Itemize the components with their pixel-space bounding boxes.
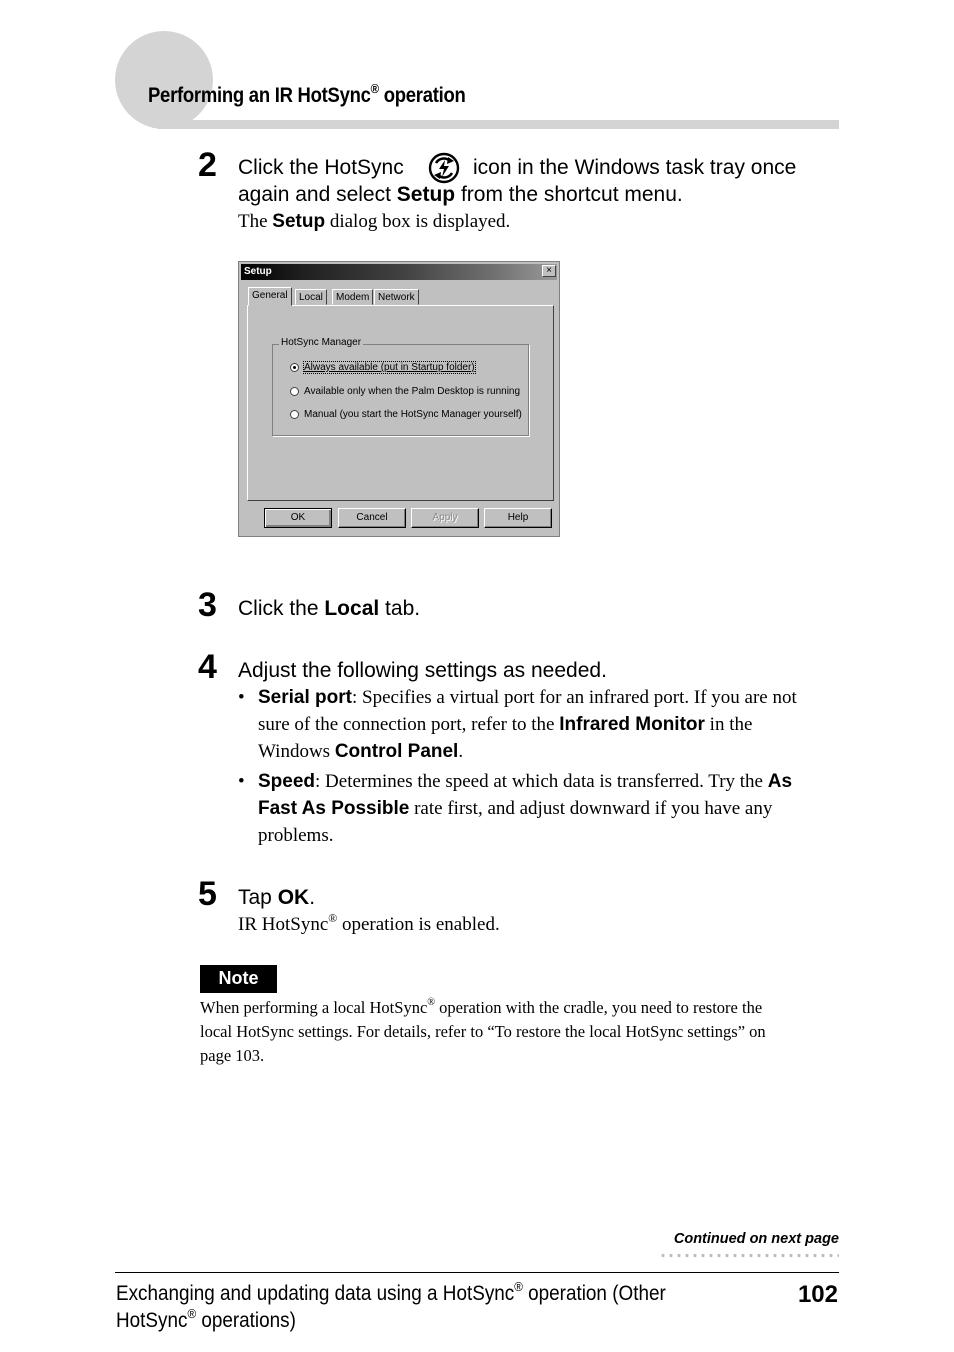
dialog-title: Setup [244,266,272,277]
apply-button[interactable]: Apply [411,508,479,528]
step5-text: Tap OK. [238,886,316,909]
footer-line1: Exchanging and updating data using a HotSync® operation (Other [116,1278,666,1305]
step3-text: Click the Local tab. [238,597,421,620]
step2-subtext: The Setup dialog box is displayed. [238,211,511,232]
hotsync-icon [426,152,462,184]
serial-port-line3: Windows Control Panel. [258,741,464,762]
radio-always-available[interactable] [290,363,299,372]
footer-rule [115,1272,839,1273]
note-line1: When performing a local HotSync® operation with the cradle, you need to restore the [200,997,763,1017]
step2-line1-pre: Click the HotSync [238,156,404,179]
speed-line3: problems. [258,825,334,846]
step-number-3: 3 [198,586,217,624]
dialog-titlebar [241,264,557,280]
bullet-speed: • [238,771,245,792]
step2-line1-post: icon in the Windows task tray once [473,156,797,179]
footer-chapter-title [116,1280,692,1334]
radio-available-when-desktop-running[interactable] [290,387,299,396]
bullet-serial-port: • [238,687,245,708]
radio-manual[interactable] [290,410,299,419]
step5-subtext: IR HotSync® operation is enabled. [238,911,500,935]
tab-modem[interactable]: Modem [332,289,373,305]
close-button[interactable]: × [542,265,556,277]
cancel-button[interactable]: Cancel [338,508,406,528]
group-label: HotSync Manager [281,337,362,348]
page-section-title: Performing an IR HotSync® operation [148,80,466,107]
radio-label-always-available[interactable]: Always available (put in Startup folder) [304,362,475,373]
header-bar [157,120,839,129]
footer-line2: HotSync® operations) [116,1305,296,1332]
help-button[interactable]: Help [484,508,552,528]
step4-intro: Adjust the following settings as needed. [238,659,607,682]
dotted-divider [659,1253,839,1258]
note-text [200,996,840,1068]
tab-general[interactable]: General [248,287,292,306]
setup-dialog [238,261,560,537]
step-number-4: 4 [198,648,217,686]
speed-line2: Fast As Possible rate first, and adjust downward if you have any [258,798,773,819]
serial-port-line1: Serial port: Specifies a virtual port for an infrared port. If you are not [258,687,797,708]
step-number-5: 5 [198,875,217,913]
radio-label-manual[interactable]: Manual (you start the HotSync Manager yourself) [304,409,522,420]
radio-label-available-when-desktop-running[interactable]: Available only when the Palm Desktop is running [304,386,521,397]
tab-local[interactable]: Local [295,289,327,305]
continued-on-next-page: Continued on next page [673,1231,839,1247]
serial-port-line2: sure of the connection port, refer to the Infrared Monitor in the [258,714,753,735]
note-badge: Note [200,965,277,993]
speed-line1: Speed: Determines the speed at which data is transferred. Try the As [258,771,793,792]
note-line3: page 103. [200,1046,265,1065]
step-number-2: 2 [198,146,217,184]
tab-network[interactable]: Network [374,289,419,305]
step2-line2: again and select Setup from the shortcut menu. [238,183,683,206]
note-line2: local HotSync settings. For details, refer to “To restore the local HotSync settings” on [200,1022,766,1041]
ok-button[interactable]: OK [264,508,332,528]
header-circle-decoration [115,31,213,129]
page-number: 102 [797,1281,838,1308]
